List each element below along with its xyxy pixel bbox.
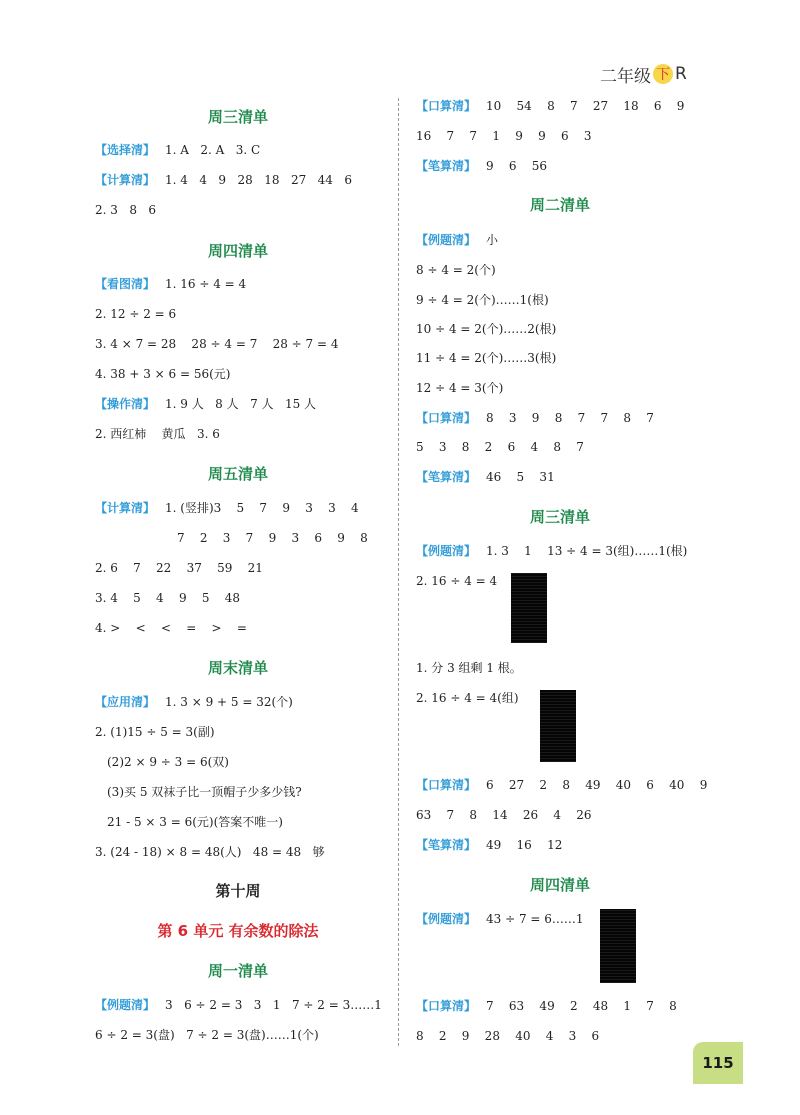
answer-text: 7 63 49 2 48 1 7 8 (486, 999, 677, 1013)
answer-line: 2. 西红柿 黄瓜 3. 6 (95, 427, 220, 441)
section-title-mon: 周一清单 (207, 962, 268, 980)
unit-title: 第 6 单元 有余数的除法 (157, 922, 319, 940)
answer-line: 12 ÷ 4 = 3(个) (416, 381, 504, 395)
answer-line: 10 ÷ 4 = 2(个)……2(根) (416, 322, 557, 336)
section-title-tue: 周二清单 (529, 196, 590, 214)
tag-label: 【例题清】 (416, 544, 477, 558)
answer-text: 46 5 31 (486, 470, 555, 484)
tag-label: 【计算清】 (95, 501, 156, 515)
line (416, 911, 584, 927)
answer-line: (3)买 5 双袜子比一顶帽子少多少钱? (107, 785, 302, 799)
section-title-fri-left: 周五清单 (207, 465, 268, 483)
tag-label: 【口算清】 (416, 411, 477, 425)
line (416, 410, 654, 426)
answer-line: 4. 38 + 3 × 6 = 56(元) (95, 367, 231, 381)
tag-label: 【笔算清】 (416, 159, 477, 173)
answer-line: 8 2 9 28 40 4 3 6 (416, 1029, 600, 1043)
answer-line: 6 ÷ 2 = 3(盘) 7 ÷ 2 = 3(盘)……1(个) (95, 1028, 319, 1042)
answer-line: 2. 6 7 22 37 59 21 (95, 561, 263, 575)
diagram-image (540, 690, 576, 762)
tag-label: 【口算清】 (416, 999, 477, 1013)
tag-label: 【例题清】 (416, 912, 477, 926)
line (416, 158, 547, 174)
answer-line: 11 ÷ 4 = 2(个)……3(根) (416, 351, 557, 365)
tag-label: 【看图清】 (95, 277, 156, 291)
line (416, 232, 498, 248)
answer-line: 7 2 3 7 9 3 6 9 8 (177, 531, 368, 545)
answer-line: 2. (1)15 ÷ 5 = 3(副) (95, 725, 215, 739)
grade-edition: R (675, 64, 687, 84)
tag-label: 【口算清】 (416, 99, 477, 113)
answer-line: 8 ÷ 4 = 2(个) (416, 263, 496, 277)
tag-label: 【笔算清】 (416, 838, 477, 852)
answer-line: 2. 16 ÷ 4 = 4 (416, 574, 498, 588)
answer-text: 1. A 2. A 3. C (165, 143, 261, 157)
answer-text: 9 6 56 (486, 159, 548, 173)
line (416, 469, 555, 485)
diagram-image (600, 909, 636, 983)
week-title: 第十周 (215, 882, 261, 900)
answer-line: 63 7 8 14 26 4 26 (416, 808, 592, 822)
diagram-image (511, 573, 547, 643)
answer-text: 1. 16 ÷ 4 = 4 (165, 277, 247, 291)
tag-label: 【例题清】 (416, 233, 477, 247)
answer-line: 2. 3 8 6 (95, 203, 157, 217)
page-number: 115 (693, 1042, 743, 1084)
answer-line: (2)2 × 9 ÷ 3 = 6(双) (107, 755, 229, 769)
line (416, 543, 687, 559)
tag-label: 【例题清】 (95, 998, 156, 1012)
answer-text: 1. 4 4 9 28 18 27 44 6 (165, 173, 352, 187)
line (416, 98, 684, 114)
answer-line: 5 3 8 2 6 4 8 7 (416, 440, 584, 454)
answer-text: 1. 3 × 9 + 5 = 32(个) (165, 695, 293, 709)
answer-text: 8 3 9 8 7 7 8 7 (486, 411, 654, 425)
answer-text: 1. (竖排)3 5 7 9 3 3 4 (165, 501, 359, 515)
answer-text: 49 16 12 (486, 838, 563, 852)
answer-text: 1. 3 1 13 ÷ 4 = 3(组)……1(根) (486, 544, 688, 558)
tag-label: 【笔算清】 (416, 470, 477, 484)
answer-text: 43 ÷ 7 = 6……1 (486, 912, 584, 926)
answer-text: 3 6 ÷ 2 = 3 3 1 7 ÷ 2 = 3……1 (165, 998, 382, 1012)
grade-volume-badge: 下 (653, 64, 673, 84)
section-title-thu-right: 周四清单 (529, 876, 590, 894)
tag-label: 【选择清】 (95, 143, 156, 157)
grade-text: 二年级 (600, 66, 651, 87)
answer-text: 10 54 8 7 27 18 6 9 (486, 99, 685, 113)
tag-label: 【计算清】 (95, 173, 156, 187)
answer-line: 2. 12 ÷ 2 = 6 (95, 307, 177, 321)
section-title-thu-left: 周四清单 (207, 242, 268, 260)
answer-line: 16 7 7 1 9 9 6 3 (416, 129, 592, 143)
section-title-wed-right: 周三清单 (529, 508, 590, 526)
answer-line: 4. > < < = > = (95, 621, 247, 635)
answer-line: 21 - 5 × 3 = 6(元)(答案不唯一) (107, 815, 283, 829)
section-title-wed-left: 周三清单 (207, 108, 268, 126)
answer-text: 6 27 2 8 49 40 6 40 9 (486, 778, 708, 792)
answer-line: 9 ÷ 4 = 2(个)……1(根) (416, 293, 549, 307)
tag-label: 【口算清】 (416, 778, 477, 792)
tag-label: 【操作清】 (95, 397, 156, 411)
tag-label: 【应用清】 (95, 695, 156, 709)
answer-text: 1. 9 人 8 人 7 人 15 人 (165, 397, 317, 411)
line (416, 777, 707, 793)
answer-line: 1. 分 3 组剩 1 根。 (416, 661, 522, 675)
answer-line: 2. 16 ÷ 4 = 4(组) (416, 691, 519, 705)
line (416, 837, 562, 853)
line (416, 998, 677, 1014)
answer-text: 小 (486, 233, 499, 247)
answer-line: 3. 4 5 4 9 5 48 (95, 591, 240, 605)
section-title-weekend: 周末清单 (207, 659, 268, 677)
answer-line: 3. 4 × 7 = 28 28 ÷ 4 = 7 28 ÷ 7 = 4 (95, 337, 339, 351)
answer-line: 3. (24 - 18) × 8 = 48(人) 48 = 48 够 (95, 845, 325, 859)
